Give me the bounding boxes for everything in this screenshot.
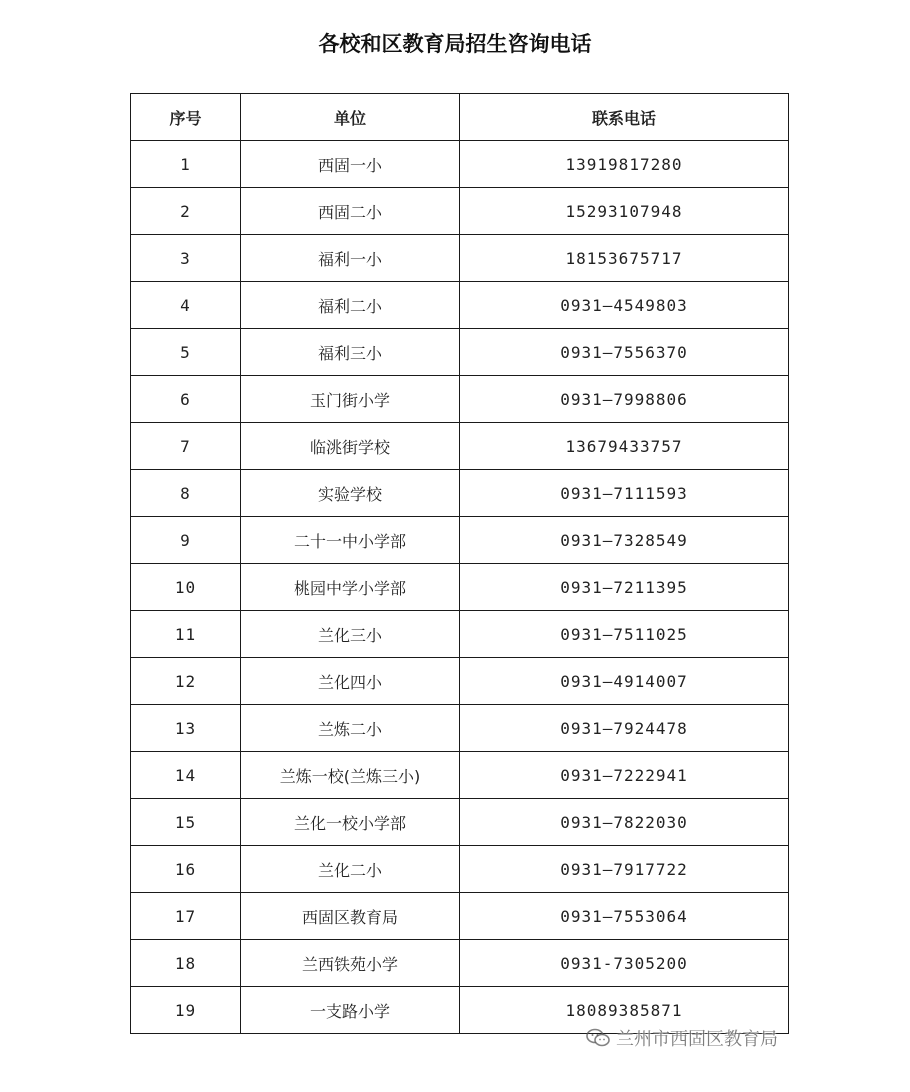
row-unit: 兰化四小 [241,658,460,705]
table-row [131,705,789,752]
row-index: 1 [131,141,241,188]
row-unit: 福利一小 [241,235,460,282]
row-index: 5 [131,329,241,376]
table-row [131,329,789,376]
table-row [131,846,789,893]
row-phone: 0931—4914007 [460,658,789,705]
row-unit: 一支路小学 [241,987,460,1034]
row-unit: 西固一小 [241,141,460,188]
row-index: 16 [131,846,241,893]
watermark [586,1024,778,1052]
table-row [131,470,789,517]
column-header-unit: 单位 [241,94,460,141]
row-index: 3 [131,235,241,282]
row-index: 17 [131,893,241,940]
table-row [131,564,789,611]
row-unit: 福利三小 [241,329,460,376]
row-phone: 0931—7917722 [460,846,789,893]
table-row [131,611,789,658]
document-title: 各校和区教育局招生咨询电话 [318,32,592,56]
row-index: 7 [131,423,241,470]
contacts-table [130,93,789,1034]
row-phone: 0931—7511025 [460,611,789,658]
column-header-index: 序号 [131,94,241,141]
table-row [131,799,789,846]
row-unit: 西固二小 [241,188,460,235]
row-unit: 兰化三小 [241,611,460,658]
table-row [131,141,789,188]
row-index: 2 [131,188,241,235]
row-index: 14 [131,752,241,799]
row-phone: 18089385871 [460,987,789,1034]
row-unit: 玉门街小学 [241,376,460,423]
row-phone: 13919817280 [460,141,789,188]
row-index: 19 [131,987,241,1034]
row-phone: 0931—4549803 [460,282,789,329]
table-row [131,376,789,423]
row-phone: 0931—7328549 [460,517,789,564]
row-index: 10 [131,564,241,611]
row-unit: 临洮街学校 [241,423,460,470]
table-row [131,188,789,235]
table-row [131,235,789,282]
row-unit: 实验学校 [241,470,460,517]
row-index: 11 [131,611,241,658]
row-index: 6 [131,376,241,423]
table-row [131,423,789,470]
row-phone: 0931-7305200 [460,940,789,987]
row-unit: 桃园中学小学部 [241,564,460,611]
row-unit: 兰西铁苑小学 [241,940,460,987]
row-unit: 兰化二小 [241,846,460,893]
row-index: 8 [131,470,241,517]
row-unit: 兰炼一校(兰炼三小) [241,752,460,799]
table-header-row [131,94,789,141]
row-phone: 0931—7924478 [460,705,789,752]
row-index: 18 [131,940,241,987]
row-unit: 二十一中小学部 [241,517,460,564]
table-row [131,517,789,564]
table-row [131,658,789,705]
table-row [131,282,789,329]
row-index: 15 [131,799,241,846]
row-phone: 0931—7556370 [460,329,789,376]
row-phone: 15293107948 [460,188,789,235]
row-unit: 兰炼二小 [241,705,460,752]
row-phone: 0931—7822030 [460,799,789,846]
row-phone: 0931—7222941 [460,752,789,799]
row-phone: 0931—7211395 [460,564,789,611]
row-phone: 0931—7553064 [460,893,789,940]
table-row [131,752,789,799]
row-unit: 兰化一校小学部 [241,799,460,846]
row-unit: 西固区教育局 [241,893,460,940]
watermark-text: 兰州市西固区教育局 [616,1029,778,1050]
table-body [131,141,789,1034]
wechat-icon [586,1028,610,1048]
row-index: 9 [131,517,241,564]
row-index: 12 [131,658,241,705]
row-index: 13 [131,705,241,752]
row-index: 4 [131,282,241,329]
table-row [131,940,789,987]
row-phone: 13679433757 [460,423,789,470]
column-header-phone: 联系电话 [460,94,789,141]
row-unit: 福利二小 [241,282,460,329]
row-phone: 0931—7111593 [460,470,789,517]
row-phone: 18153675717 [460,235,789,282]
table-row [131,893,789,940]
row-phone: 0931—7998806 [460,376,789,423]
